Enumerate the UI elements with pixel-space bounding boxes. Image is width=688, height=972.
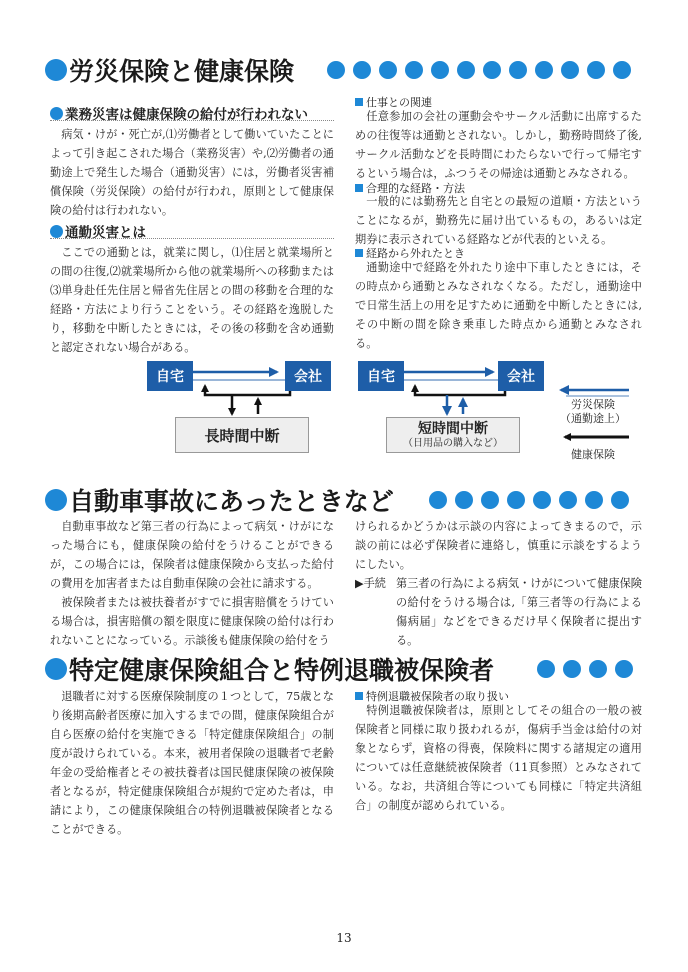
square-heading-text: 仕事との関連 [366,96,432,109]
square-heading-text: 経路から外れたとき [366,247,465,260]
page-number: 13 [336,931,352,945]
paragraph-tokurei: 特例退職被保険者は，原則としてその組合の一般の被保険者と同様に取り扱われるが，傷病手当金は給付の対象とならず，資格の得喪，保険料に関する諸規定の適用については任意継続被保険者（11頁参照）とみなされている。なお，共済組合等についても同様に「特定共済組合」の制度が認められている。 [355,704,642,812]
paragraph-jidosha-2: 被保険者または被扶養者がすでに損害賠償をうけている場合は，損害賠償の額を限度に健康保険の給付は行われないことになっている。示談後も健康保険の給付をう [50,596,334,647]
title-dots-decoration [537,660,633,678]
section-title-jidosha [45,482,394,518]
section-title-text: 労災保険と健康保険 [69,57,295,86]
paragraph-tsukin: ここでの通勤とは，就業に関し，⑴住居と就業場所との間の往復,⑵就業場所から他の就業場所への移動または⑶単身赴任先住居と帰省先住居との間の移動を合理的な経路・方法により行うことをいう。その経路を逸脱したり，移動を中断したときには，その後の移動を含め通勤と認定されない場合がある。 [50,246,334,354]
box-long-break [175,417,309,453]
left-black-arrow-home [205,384,290,395]
paragraph-jidosha-1: 自動車事故など第三者の行為によって病気・けがになった場合にも，健康保険の給付をうけることができるが，この場合には，保険者は健康保険から支払った給付の費用を加害者または自動車保険の会社に請求する。 [50,520,334,590]
section-title-text: 特定健康保険組合と特例退職被保険者 [69,656,495,685]
legend-rousai-line2: （通勤途上） [560,412,626,425]
box-label: 短時間中断 [418,420,488,437]
paragraph-hazure: 通勤途中で経路を外れたり途中下車したときには，その時点から通勤とみなされなくなる。ただし，通勤途中で日常生活上の用を足すために通勤を中断したときには,その中断の間を除き乗車した時点から通勤とみなされる。 [355,261,642,350]
section-title-text: 自動車事故にあったときなど [69,487,394,516]
box-home-right [358,361,404,391]
box-company-right [498,361,544,391]
legend-rousai [553,398,633,426]
box-label: 会社 [294,369,322,385]
paragraph-gyomu: 病気・けが・死亡が,⑴労働者として働いていたことによって引き起こされた場合（業務災害）や,⑵労働者の通勤途上で発生した場合（通勤災害）には，労働者災害補償保険（労災保険）の給付が行われ，原則として健康保険の給付は行われない。 [50,128,334,217]
tetsuzuki-label: ▶手続 [355,577,386,590]
subheading-text: 通勤災害とは [65,225,146,241]
title-bullet-icon [45,658,67,680]
subheading-text: 業務災害は健康保険の給付が行われない [65,107,308,123]
legend-rousai-line1: 労災保険 [571,398,615,411]
box-label: 自宅 [156,369,184,385]
right-black-arrow-home [415,384,505,395]
paragraph-jidosha-3: けられるかどうかは示談の内容によってきまるので，示談の前には必ず保険者に連絡し，慎重に示談をするようにしたい。 [355,520,642,571]
tetsuzuki-text: 第三者の行為による病気・けがについて健康保険の給付をうける場合は,「第三者等の行為による傷病届」などをできるだけ早く保険者に提出する。 [395,577,642,647]
paragraph-tokutei: 退職者に対する医療保険制度の１つとして，75歳となり後期高齢者医療に加入するまでの間，健康保険組合が自ら医療の給付を実施できる「特定健康保険組合」の制度が設けられている。本来，被用者保険の退職者で老齢年金の受給権者とその被扶養者は国民健康保険の被保険者となるが，特定健康保険組合が規約で定めた者は，申請により，この健康保険組合の特例退職被保険者となることができる。 [50,690,334,836]
section-title-tokutei [45,651,494,687]
square-heading-text: 特例退職被保険者の取り扱い [366,690,509,703]
title-dots-decoration [429,491,629,509]
box-company-left [285,361,331,391]
square-heading-text: 合理的な経路・方法 [366,182,465,195]
box-sublabel: （日用品の購入など） [403,437,503,449]
box-label: 長時間中断 [204,426,280,445]
tetsuzuki-block [355,574,642,650]
square-bullet-icon [355,692,363,700]
box-label: 自宅 [367,369,395,385]
box-home-left [147,361,193,391]
box-label: 会社 [507,369,535,385]
legend-kenpo: 健康保険 [571,448,615,461]
box-short-break [386,417,520,453]
paragraph-shigoto: 任意参加の会社の運動会やサークル活動に出席するための往復等は通勤とされない。しかし，勤務時間終了後,サークル活動などを長時間にわたらないで行って帰宅するという場合は，ふつうその帰途は通勤とみなされる。 [355,110,642,180]
title-bullet-icon [45,489,67,511]
paragraph-keiro: 一般的には勤務先と自宅との最短の道順・方法ということになるが，勤務先に届け出ているもの，あるいは定期券に表示されている経路などが代表的といえる。 [355,195,642,246]
